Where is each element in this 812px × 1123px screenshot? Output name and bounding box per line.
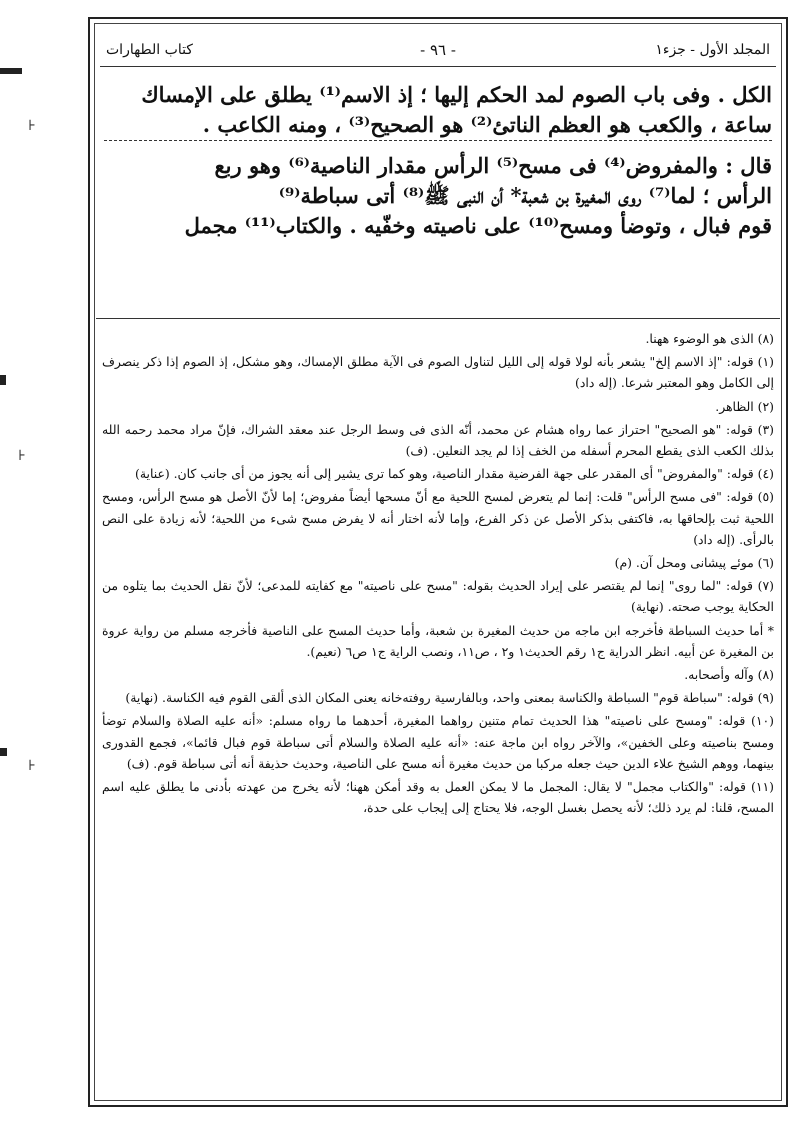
scan-tick: ⊦ — [18, 448, 26, 464]
footnote: * أما حديث السباطة فأخرجه ابن ماجه من حديث المغيرة بن شعبة، وأما حديث المسح على الناصية فأخرجه مسلم من رواية عروة بن المغيرة عن أبيه. انظر الدراية ج١ رقم الحديث١ و٢ ، ص١١، ونصب الراية ج١ ص٦ (نعيم). — [102, 622, 774, 659]
footnote: (٧) قوله: "لما روى" إنما لم يقتصر على إيراد الحديث بقوله: "مسح على ناصيته" مع كفايته للمدعى؛ لأنّ نقل الحديث بما يتلوه من الحكاية يوجب صحته. (نهاية) — [102, 578, 774, 615]
header-rule — [100, 66, 776, 67]
scan-mark — [0, 68, 22, 74]
footnote: (٢) الظاهر. — [715, 398, 774, 414]
footnote: (٤) قوله: "والمفروض" أى المقدر على جهة الفرضية مقدار الناصية، وهو كما ترى يشير إلى أنه يجوز من أى جانب كان. (عناية) — [135, 466, 774, 482]
scan-tick: ⊦ — [28, 758, 36, 774]
footnote: (٨) وآله وأصحابه. — [684, 667, 774, 683]
main-line: الكل . وفى باب الصوم لمد الحكم إليها ؛ إذ الاسم⁽¹⁾ يطلق على الإمساك — [141, 82, 772, 107]
page-header — [100, 38, 776, 66]
footnote: (٩) قوله: "سباطة قوم" السباطة والكناسة بمعنى واحد، وبالفارسية روفته‌خانه يعنى المكان الذى ألقى القوم فيه الكناسة. (نهاية) — [125, 690, 774, 706]
footnote: (٦) موئے پیشانی ومحل آن. (م) — [614, 555, 774, 571]
footnote: (١١) قوله: "والكتاب مجمل" لا يقال: المجمل ما لا يمكن العمل به وقد أمكن ههنا؛ لأنه يخرج من عهدته بأدنى ما يطلق عليه اسم المسح، قلنا: لم يرد ذلك؛ لأنه يحصل بغسل الوجه، فلا يحتاج إلى إيجاب على حدة، — [102, 779, 774, 816]
main-line: ساعة ، والكعب هو العظم الناتئ⁽²⁾ هو الصحيح⁽³⁾ ، ومنه الكاعب . — [104, 110, 772, 141]
scan-mark — [0, 375, 6, 385]
main-line: الرأس ؛ لما⁽⁷⁾ روى المغيرة بن شعبة* أن النبى ﷺ⁽⁸⁾ أتى سباطة⁽⁹⁾ — [278, 183, 772, 208]
page-number: - ٩٦ - — [420, 41, 456, 59]
book-title: كتاب الطهارات — [106, 42, 193, 58]
footnote: (٨) الذى هو الوضوء ههنا. — [645, 331, 774, 346]
main-text — [104, 80, 772, 241]
main-line: قال : والمفروض⁽⁴⁾ فى مسح⁽⁵⁾ الرأس مقدار الناصية⁽⁶⁾ وهو ربع — [214, 153, 772, 178]
footnote-divider — [96, 318, 780, 319]
footnote: (٥) قوله: "فى مسح الرأس" قلت: إنما لم يتعرض لمسح اللحية مع أنّ مسحها أيضاً مفروض؛ إما لأنّ الأصل هو مسح الرأس، ومسح اللحية ثبت بإلحاقها به، فاكتفى بذكر الأصل عن ذكر الفرع، وإما لأنه اختار أنه لا يفرض مسح شىء من اللحية؛ لأنه زيادة على النص بالرأى. (إله داد) — [102, 489, 774, 547]
footnote: (٣) قوله: "هو الصحيح" احتراز عما رواه هشام عن محمد، أنّه الذى فى وسط الرجل عند معقد الشراك، فإنّ مراد محمد رحمه الله بذلك الكعب الذى يقطع المحرم أسفله من الخف إذا لم يجد النعلين. (ف) — [102, 421, 774, 459]
main-line: قوم فبال ، وتوضأ ومسح⁽¹⁰⁾ على ناصيته وخفّيه . والكتاب⁽¹¹⁾ مجمل — [184, 213, 772, 238]
footnote: (١٠) قوله: "ومسح على ناصيته" هذا الحديث تمام متنين رواهما المغيرة، أحدهما ما رواه مسلم: «أنه عليه الصلاة والسلام توضأ ومسح بناصيته وعلى الخفين»، والآخر رواه ابن ماجة عنه: «أنه عليه الصلاة والسلام أتى سباطة قوم فبال قائما»، فجمع القدورى بينهما، ووهم الشيخ علاء الدين حيث جعله مركبا من حديث مغيرة أنه مسح على الناصية، وحديث حذيفة أنه أتى سباطة قوم. (ف) — [102, 713, 774, 771]
footnotes — [102, 328, 774, 820]
volume-label: المجلد الأول - جزء١ — [655, 42, 770, 58]
scan-mark — [0, 748, 7, 756]
scan-tick: ⊦ — [28, 118, 36, 134]
footnote: (١) قوله: "إذ الاسم إلخ" يشعر بأنه لولا قوله إلى الليل لتناول الصوم فى الآية مطلق الإمساك، وهو مشكل، إذ الصوم إذا ذكر ينصرف إلى الكامل وهو المعتبر شرعا. (إله داد) — [102, 354, 774, 391]
